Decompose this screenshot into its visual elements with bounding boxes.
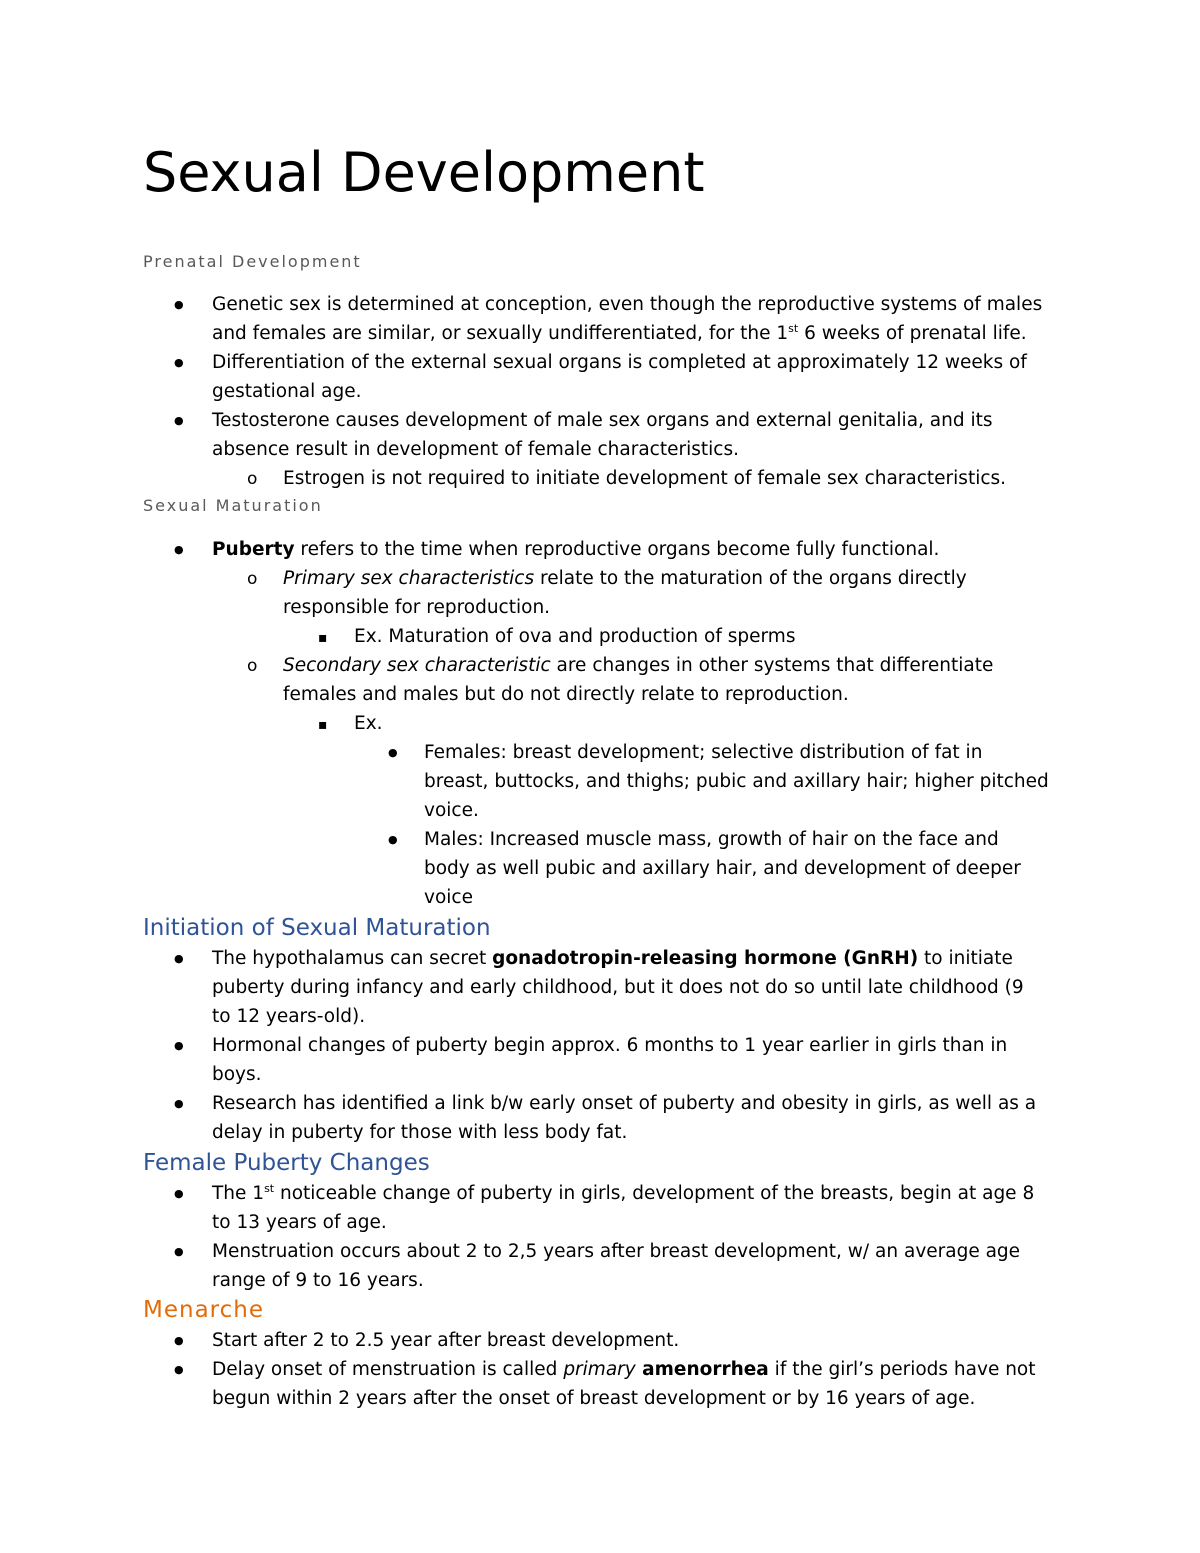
bullet-icon [174,1089,184,1118]
list-item: ● The 1st noticeable change of puberty in girls, development of the breasts, begin at age 8 to 13 years of age. [0,1179,1034,1237]
list-item: o Estrogen is not required to initiate development of female sex characteristics. [0,464,1042,493]
list-item: ● The hypothalamus can secret gonadotropin-releasing hormone (GnRH) to initiate puberty during infancy and early childhood, but it does not do so until late childhood (9 to 12 years-old). [0,944,1036,1031]
circle-bullet-icon [247,651,257,681]
bullet-icon [174,1031,184,1060]
bullet-icon [174,406,184,435]
initiation-list [0,944,1036,1147]
list-item: ● Differentiation of the external sexual organs is completed at approximately 12 weeks of gestational age. [0,348,1042,406]
list-item: ● Hormonal changes of puberty begin approx. 6 months to 1 year earlier in girls than in boys. [0,1031,1036,1089]
prenatal-heading: Prenatal Development [143,252,362,271]
maturation-list [0,535,1049,912]
list-item: ● Testosterone causes development of male sex organs and external genitalia, and its absence result in development of female characteristics. [0,406,1042,464]
square-bullet-icon [318,622,328,653]
bullet-icon [174,1355,184,1384]
prenatal-list [0,290,1042,493]
list-item: ● Research has identified a link b/w early onset of puberty and obesity in girls, as well as a delay in puberty for those with less body fat. [0,1089,1036,1147]
menarche-list [0,1326,1036,1413]
list-item: ▪ Ex. [0,709,1049,738]
list-item: o Primary sex characteristics relate to the maturation of the organs directly responsible for reproduction. [0,564,1049,622]
circle-bullet-icon [247,564,257,594]
list-item: o Secondary sex characteristic are changes in other systems that differentiate females and males but do not directly relate to reproduction. [0,651,1049,709]
page-title: Sexual Development [143,141,705,204]
list-item: ● Females: breast development; selective distribution of fat in breast, buttocks, and thighs; pubic and axillary hair; higher pitched voice. [0,738,1049,825]
bullet-icon [174,1179,184,1208]
bullet-icon [174,944,184,973]
list-item: ● Delay onset of menstruation is called primary amenorrhea if the girl’s periods have not begun within 2 years after the onset of breast development or by 16 years of age. [0,1355,1036,1413]
female-list [0,1179,1034,1295]
list-item: ▪ Ex. Maturation of ova and production of sperms [0,622,1049,651]
maturation-heading: Sexual Maturation [143,496,323,515]
list-item: ● Start after 2 to 2.5 year after breast development. [0,1326,1036,1355]
list-item: ● Males: Increased muscle mass, growth of hair on the face and body as well pubic and axillary hair, and development of deeper voice [0,825,1049,912]
bullet-icon [174,290,184,319]
bullet-icon [174,1326,184,1355]
list-item: ● Genetic sex is determined at conception, even though the reproductive systems of males and females are similar, or sexually undifferentiated, for the 1st 6 weeks of prenatal life. [0,290,1042,348]
list-item: ● Menstruation occurs about 2 to 2,5 years after breast development, w/ an average age range of 9 to 16 years. [0,1237,1034,1295]
bullet-icon [174,535,184,564]
bullet-icon [174,348,184,377]
circle-bullet-icon [247,464,257,494]
bullet-icon [388,825,398,854]
bullet-icon [388,738,398,767]
initiation-heading: Initiation of Sexual Maturation [143,915,491,941]
menarche-heading: Menarche [143,1297,264,1323]
square-bullet-icon [318,709,328,740]
bullet-icon [174,1237,184,1266]
female-heading: Female Puberty Changes [143,1150,430,1176]
list-item: ● Puberty refers to the time when reproductive organs become fully functional. [0,535,1049,564]
